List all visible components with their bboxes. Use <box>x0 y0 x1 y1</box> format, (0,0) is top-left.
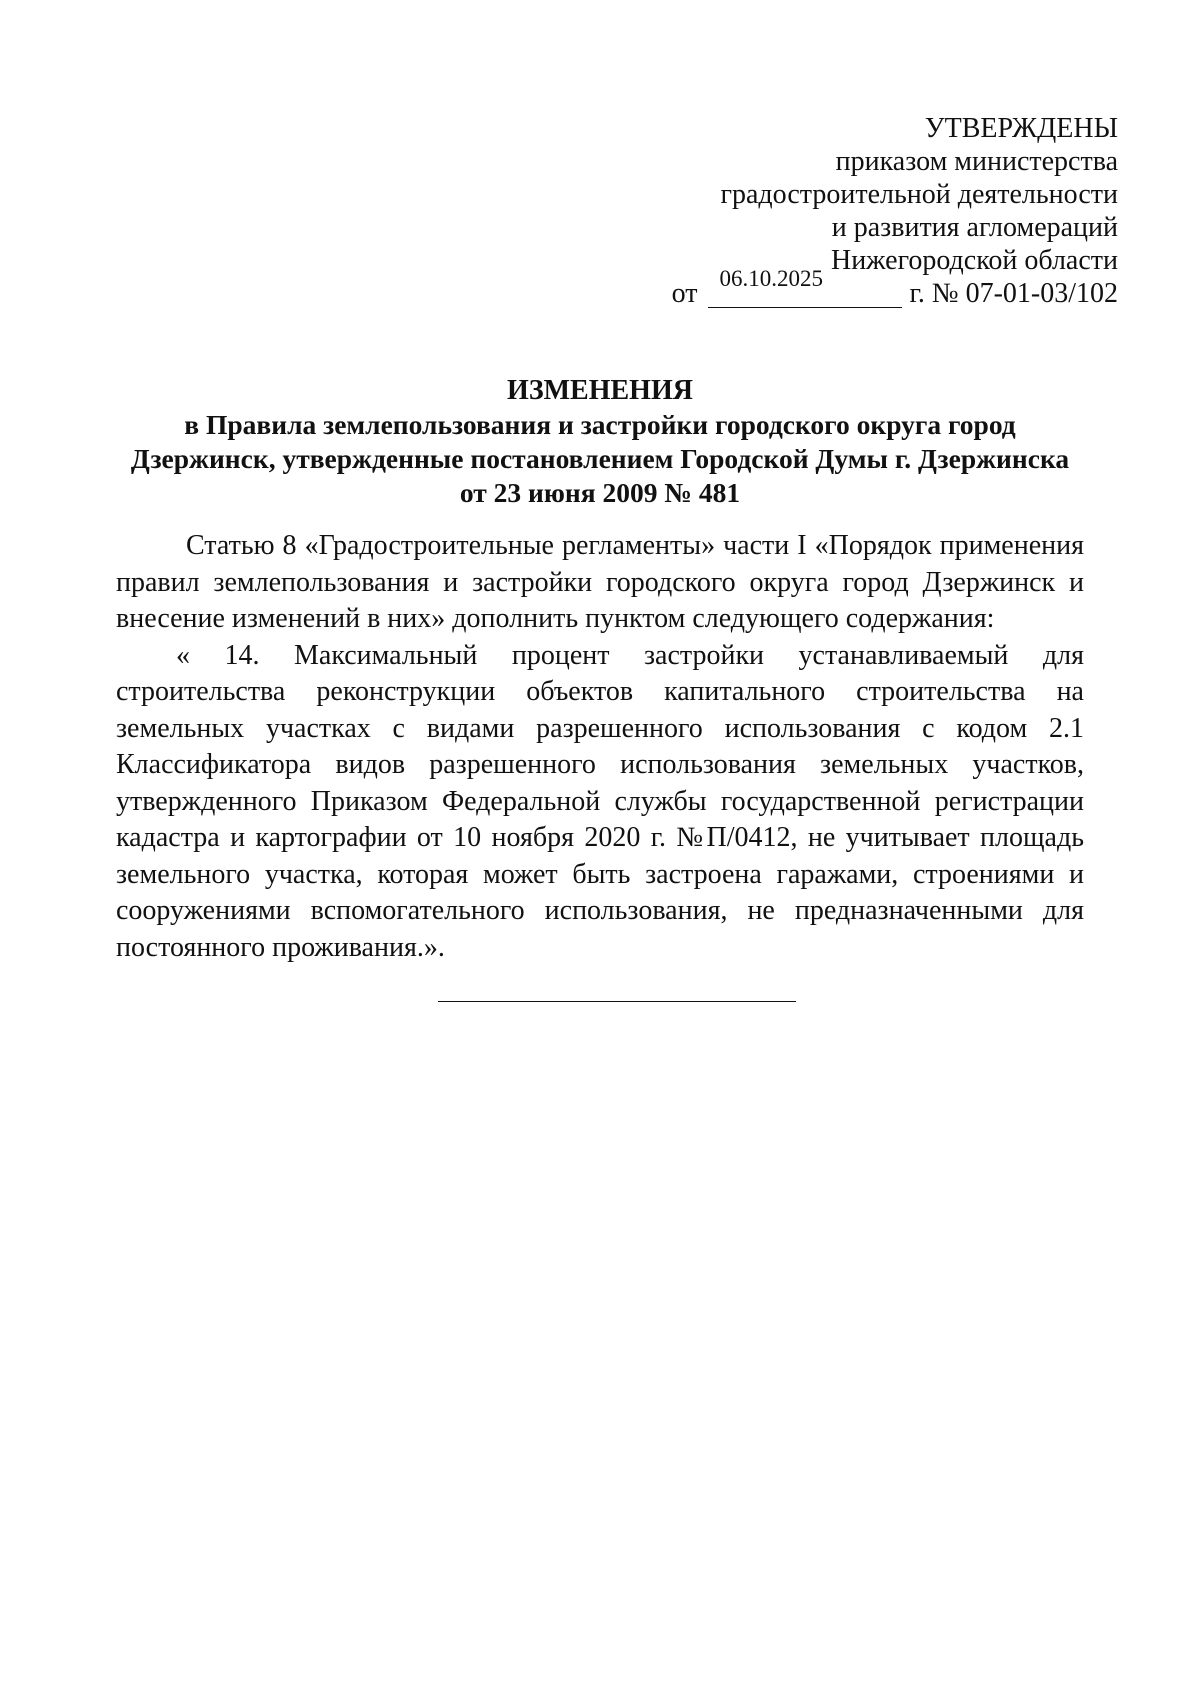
approval-line-department: градостроительной деятельности <box>720 179 1118 210</box>
order-number: г. № 07-01-03/102 <box>909 278 1118 309</box>
order-reference-line <box>671 266 1118 310</box>
order-date: 06.10.2025 <box>719 266 824 291</box>
document-title: ИЗМЕНЕНИЯ <box>507 375 693 406</box>
closing-rule <box>438 1001 796 1002</box>
document-title-block <box>110 374 1090 510</box>
order-date-field <box>708 266 902 308</box>
approval-line-ministry: приказом министерства <box>835 146 1118 177</box>
approval-line-region: Нижегородской области <box>830 245 1118 276</box>
document-body <box>116 528 1084 966</box>
body-paragraph: « 14. Максимальный процент застройки устанавливаемый для строительства реконструкции объектов капитального строительства на земельных участках с видами разрешенного использования с кодом 2.1 Классификатора видов разрешенного использования земельных участков, утвержденного Приказом Федеральной службы государственной регистрации кадастра и картографии от 10 ноября 2020 г. №П/0412, не учитывает площадь земельного участка, которая может быть застроена гаражами, строениями и сооружениями вспомогательного использования, не предназначенными для постоянного проживания.». <box>116 639 1084 963</box>
document-subtitle-line-1: в Правила землепользования и застройки городского округа город <box>184 409 1016 440</box>
order-prefix: от <box>671 278 698 309</box>
approval-stamp-block <box>672 112 1118 310</box>
body-paragraph: Статью 8 «Градостроительные регламенты» части I «Порядок применения правил землепользования и застройки городского округа город Дзержинск и внесение изменений в них» дополнить пунктом следующего содержания: <box>116 530 1084 634</box>
approval-line-agglomeration: и развития агломераций <box>831 212 1118 243</box>
approval-heading: УТВЕРЖДЕНЫ <box>924 113 1118 144</box>
document-subtitle-line-3: от 23 июня 2009 № 481 <box>459 477 741 508</box>
document-subtitle-line-2: Дзержинск, утвержденные постановлением Городской Думы г. Дзержинска <box>130 443 1070 474</box>
